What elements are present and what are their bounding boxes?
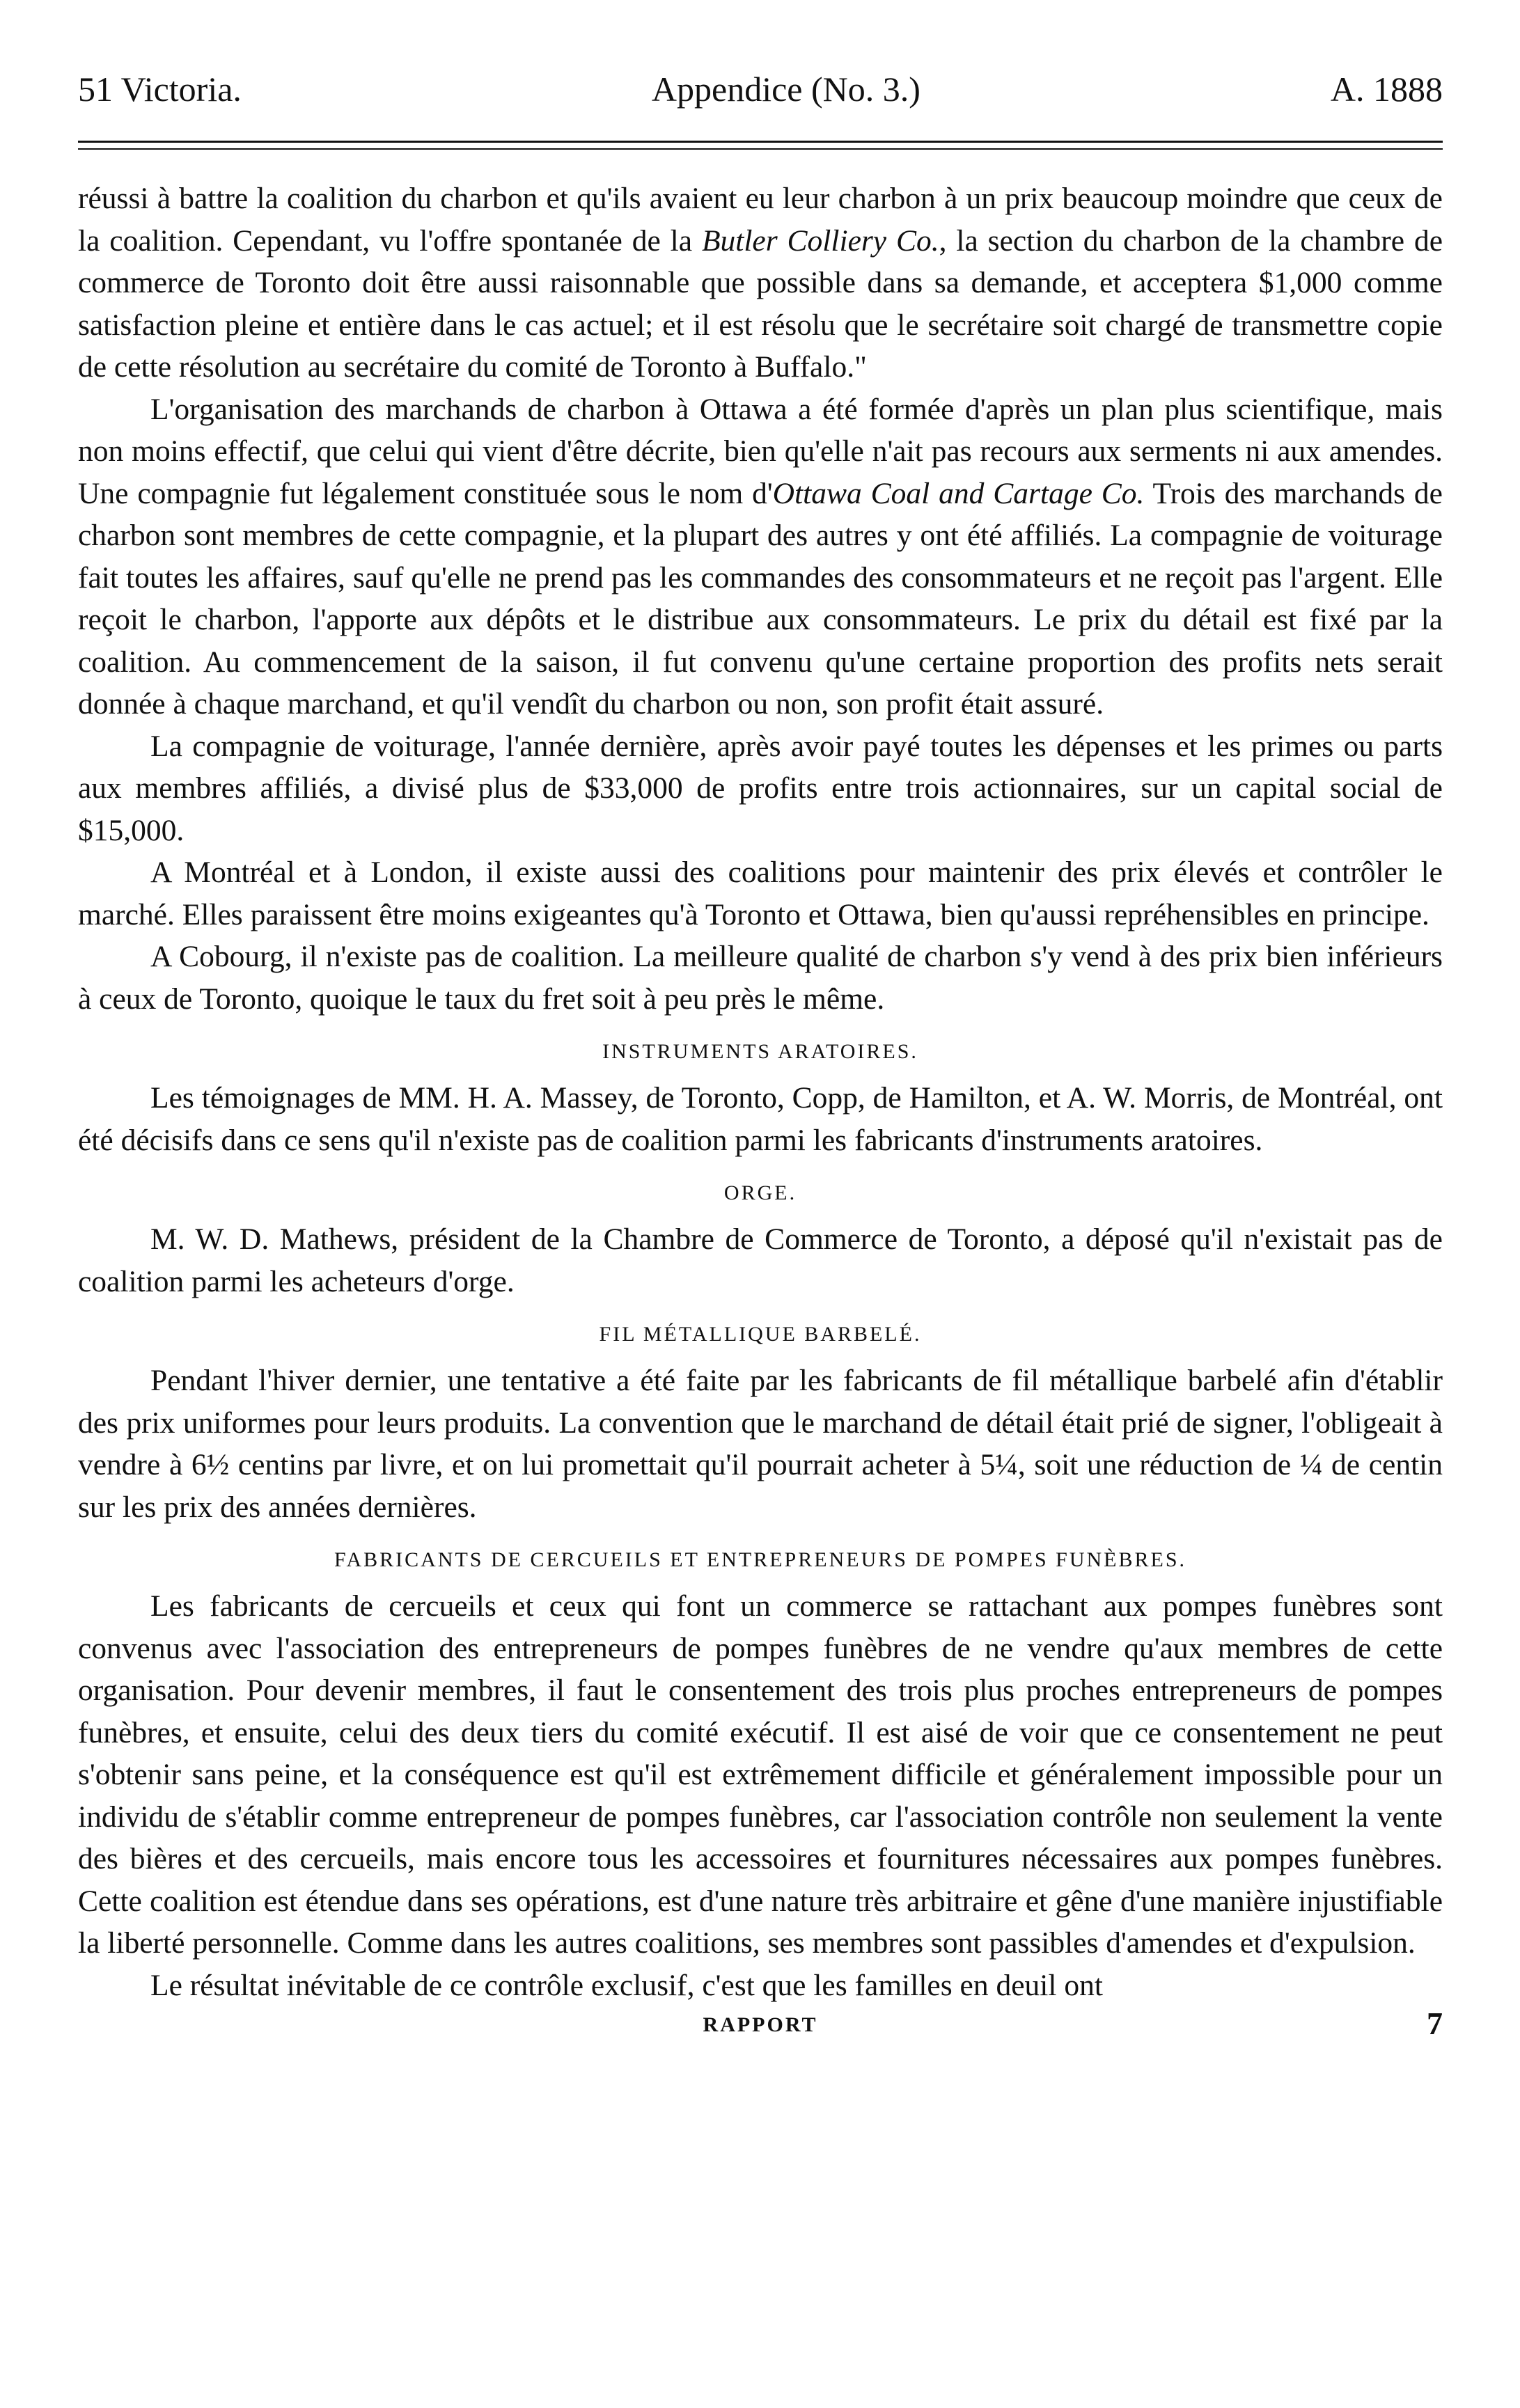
header-session: 51 Victoria. — [78, 70, 242, 109]
section-heading: ORGE. — [723, 1181, 797, 1204]
paragraph — [78, 1965, 1443, 2007]
body-text — [78, 178, 1443, 2006]
header-appendix: Appendice (No. 3.) — [651, 70, 920, 109]
paragraph — [78, 851, 1443, 936]
paragraph-text: L'organisation des marchands de charbon à Ottawa a été formée d'après un plan plus scientifique, mais non moins effectif, que celui qui vient d'être décrite, bien qu'elle n'ait pas recours aux serments ni aux amendes. Une compagnie fut légalement constituée sous le nom d' — [78, 392, 1443, 510]
paragraph — [78, 178, 1443, 388]
catchword: RAPPORT — [703, 2013, 818, 2036]
paragraph-text: Trois des marchands de charbon sont membres de cette compagnie, et la plupart des autres y ont été affiliés. La compagnie de voiturage fait toutes les affaires, sauf qu'elle ne prend pas les commandes des consommateurs et ne reçoit pas l'argent. Elle reçoit le charbon, l'apporte aux dépôts et le distribue aux consommateurs. Le prix du détail est fixé par la coalition. Au commencement de la saison, il fut convenu qu'une certaine proportion des profits nets serait donnée à chaque marchand, et qu'il vendît du charbon ou non, son profit était assuré. — [78, 476, 1443, 721]
header-rule-top — [78, 141, 1443, 143]
paragraph-text: M. W. D. Mathews, président de la Chambre de Commerce de Toronto, a déposé qu'il n'existait pas de coalition parmi les acheteurs d'orge. — [78, 1222, 1443, 1298]
paragraph — [78, 1360, 1443, 1528]
italic-text: Ottawa Coal and Cartage Co. — [772, 476, 1145, 510]
header-rule — [78, 141, 1443, 150]
header-year: A. 1888 — [1330, 70, 1443, 109]
paragraph — [78, 1077, 1443, 1161]
paragraph-text: réussi à battre la coalition du charbon et qu'ils avaient eu leur charbon à un prix beaucoup moindre que ceux de la coalition. Cependant, vu l'offre spontanée de la — [78, 182, 1443, 258]
running-header — [78, 61, 1443, 117]
italic-text: Butler Colliery Co. — [701, 223, 939, 258]
paragraph — [78, 936, 1443, 1020]
paragraph-text: A Cobourg, il n'existe pas de coalition. La meilleure qualité de charbon s'y vend à des prix bien inférieurs à ceux de Toronto, quoique le taux du fret soit à peu près le même. — [78, 940, 1443, 1016]
page-number: 7 — [1427, 2006, 1443, 2041]
paragraph — [78, 1585, 1443, 1965]
paragraph-text: Pendant l'hiver dernier, une tentative a été faite par les fabricants de fil métallique barbelé afin d'établir des prix uniformes pour leurs produits. La convention que le marchand de détail était prié de signer, l'obligeait à vendre à 6½ centins par livre, et on lui promettait qu'il pourrait acheter à 5¼, soit une réduction de ¼ de centin sur les prix des années dernières. — [78, 1364, 1443, 1524]
section-heading: INSTRUMENTS ARATOIRES. — [602, 1040, 918, 1063]
header-rule-bottom — [78, 148, 1443, 150]
page-footer — [78, 2006, 1443, 2044]
document-page — [78, 61, 1443, 2044]
paragraph-text: , la section du charbon de la chambre de commerce de Toronto doit être aussi raisonnable que possible dans sa demande, et acceptera $1,000 comme satisfaction pleine et entière dans le cas actuel; et il est résolu que le secrétaire soit chargé de transmettre copie de cette résolution au secrétaire du comité de Toronto à Buffalo." — [78, 223, 1443, 384]
paragraph-text: Les fabricants de cercueils et ceux qui font un commerce se rattachant aux pompes funèbres sont convenus avec l'association des entrepreneurs de pompes funèbres de ne vendre qu'aux membres de cette organisation. Pour devenir membres, il faut le consentement des trois plus proches entrepreneurs de pompes funèbres, et ensuite, celui des deux tiers du comité exécutif. Il est aisé de voir que ce consentement ne peut s'obtenir sans peine, et la conséquence est qu'il est extrêmement difficile et généralement impossible pour un individu de s'établir comme entrepreneur de pompes funèbres, car l'association contrôle non seulement la vente des bières et des cercueils, mais encore tous les accessoires et fournitures nécessaires aux pompes funèbres. Cette coalition est étendue dans ses opérations, est d'une nature très arbitraire et gêne d'une manière injustifiable la liberté personnelle. Comme dans les autres coalitions, ses membres sont passibles d'amendes et d'expulsion. — [78, 1589, 1443, 1960]
paragraph — [78, 725, 1443, 852]
paragraph — [78, 388, 1443, 725]
paragraph-text: La compagnie de voiturage, l'année dernière, après avoir payé toutes les dépenses et les primes ou parts aux membres affiliés, a divisé plus de $33,000 de profits entre trois actionnaires, sur un capital social de $15,000. — [78, 729, 1443, 847]
section-heading: FIL MÉTALLIQUE BARBELÉ. — [599, 1323, 922, 1346]
paragraph-text: Les témoignages de MM. H. A. Massey, de Toronto, Copp, de Hamilton, et A. W. Morris, de Montréal, ont été décisifs dans ce sens qu'il n'existe pas de coalition parmi les fabricants d'instruments aratoires. — [78, 1081, 1443, 1157]
section-heading: FABRICANTS DE CERCUEILS ET ENTREPRENEURS DE POMPES FUNÈBRES. — [334, 1548, 1187, 1571]
paragraph-text: Le résultat inévitable de ce contrôle exclusif, c'est que les familles en deuil ont — [150, 1968, 1103, 2002]
paragraph-text: A Montréal et à London, il existe aussi des coalitions pour maintenir des prix élevés et contrôler le marché. Elles paraissent être moins exigeantes qu'à Toronto et Ottawa, bien qu'aussi repréhensibles en principe. — [78, 856, 1443, 931]
paragraph — [78, 1218, 1443, 1303]
